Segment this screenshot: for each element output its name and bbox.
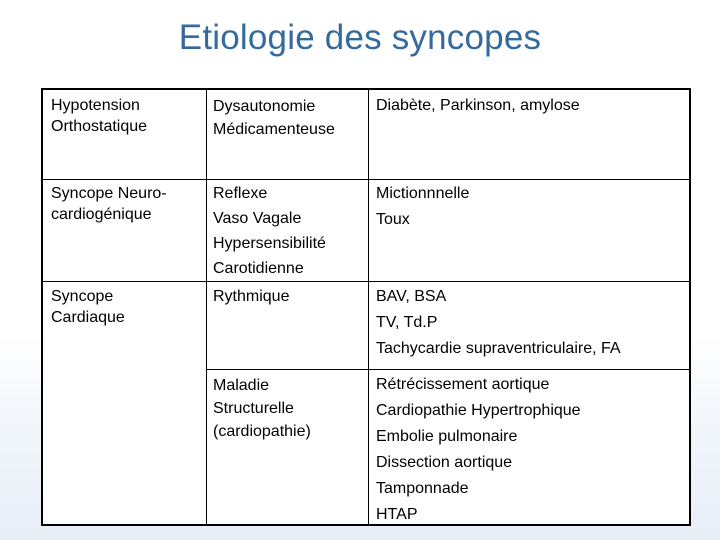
etiology-table [41,88,691,526]
table-cell-causes: Mictionnnelle Toux [376,185,470,228]
table-cell-type: Reflexe Vaso Vagale Hypersensibilité Carotidienne [213,185,326,277]
table-cell-category: Syncope Cardiaque [51,288,125,326]
table-cell-category: Syncope Neuro- cardiogénique [51,185,167,223]
table-cell-type: Maladie Structurelle (cardiopathie) [213,377,311,440]
table-cell-causes: BAV, BSA TV, Td.P Tachycardie supraventriculaire, FA [376,288,621,357]
table-cell-causes: Rétrécissement aortique Cardiopathie Hypertrophique Embolie pulmonaire Dissection aortique Tamponnade HTAP [376,376,581,523]
table-cell-category: Hypotension Orthostatique [51,97,148,135]
row-divider [43,281,689,282]
table-cell-type: Dysautonomie Médicamenteuse [213,98,335,138]
column-divider [206,90,207,524]
row-divider [43,179,689,180]
row-divider [206,369,689,370]
slide-title: Etiologie des syncopes [178,18,542,57]
table-cell-type: Rythmique [213,288,290,305]
column-divider [368,90,369,524]
table-cell-causes: Diabète, Parkinson, amylose [376,97,580,114]
